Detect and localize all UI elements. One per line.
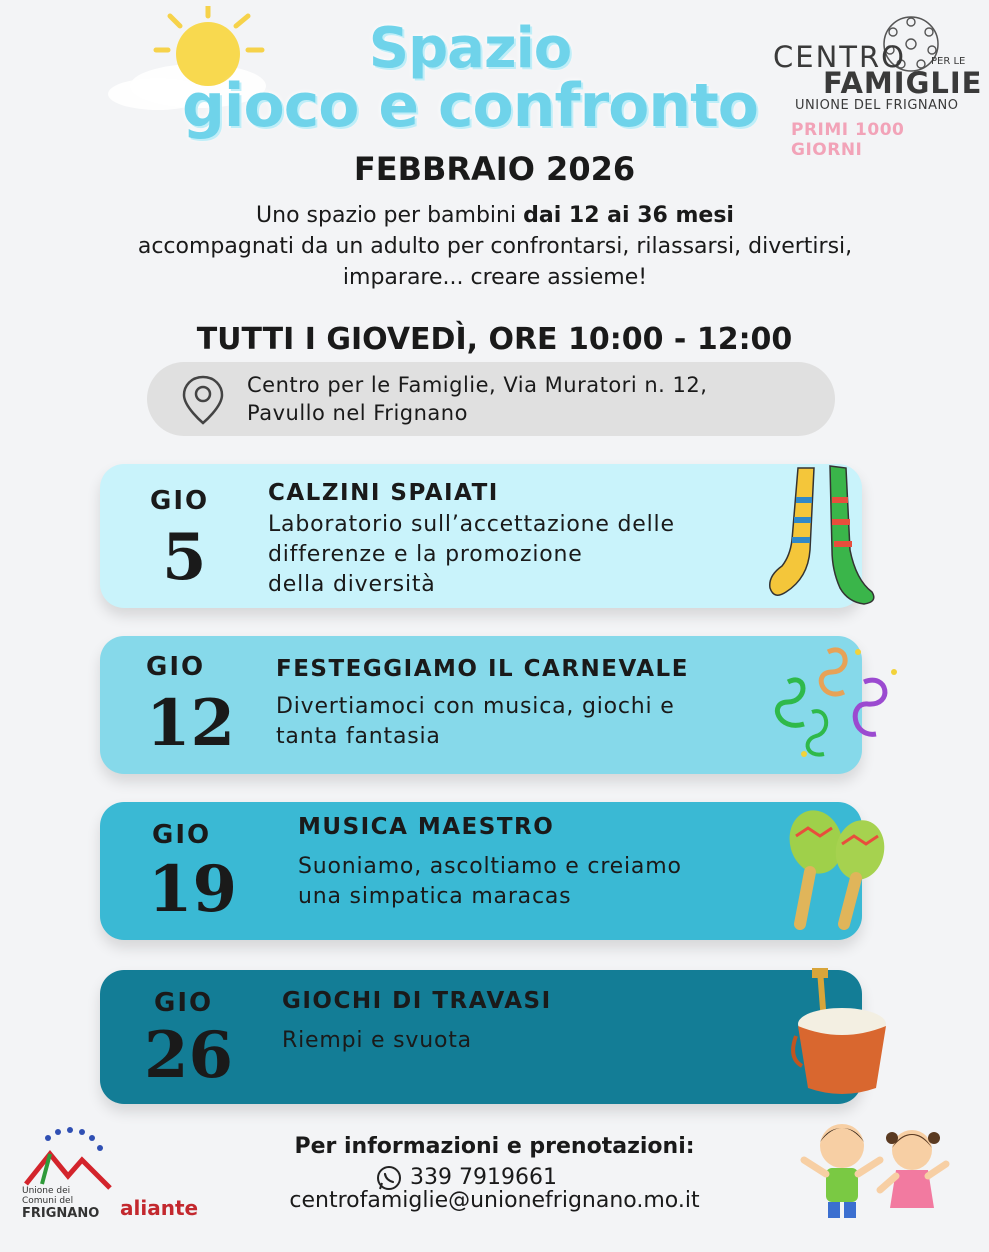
email-link[interactable]: centrofamiglie@unionefrignano.mo.it — [289, 1188, 700, 1213]
event-title: CALZINI SPAIATI — [268, 480, 499, 506]
event-title: FESTEGGIAMO IL CARNEVALE — [276, 656, 689, 682]
socks-icon — [748, 460, 878, 608]
aliante-logo: aliante — [120, 1196, 199, 1220]
event-desc — [282, 1026, 472, 1056]
location-line-1: Centro per le Famiglie, Via Muratori n. 12, — [247, 373, 708, 397]
event-desc-line-1: Riempi e svuota — [282, 1028, 472, 1053]
event-card-1 — [100, 464, 862, 608]
children-icon — [796, 1114, 956, 1224]
title-line-1: Spazio — [368, 16, 572, 81]
event-desc — [276, 692, 675, 752]
event-day: 19 — [148, 852, 238, 927]
logo-per-le: PER LE — [931, 56, 966, 67]
event-dow: GIO — [146, 652, 206, 682]
logo-famiglie: FAMIGLIE — [823, 66, 983, 100]
logo-centro: CENTRO — [773, 40, 906, 74]
location-line-2: Pavullo nel Frignano — [247, 401, 468, 425]
event-day: 26 — [144, 1018, 234, 1093]
event-desc-line-2: tanta fantasia — [276, 724, 441, 749]
title-line-2: gioco e confronto — [181, 71, 759, 141]
unione-comuni-line-3: FRIGNANO — [22, 1206, 100, 1221]
intro-before: Uno spazio per bambini — [256, 203, 524, 228]
event-desc-line-2: una simpatica maracas — [298, 884, 572, 909]
phone-number: 339 7919661 — [410, 1165, 557, 1190]
intro-text — [100, 200, 890, 293]
unione-comuni-line-2: Comuni del — [22, 1196, 74, 1206]
event-title: MUSICA MAESTRO — [298, 814, 555, 840]
streamers-icon — [768, 642, 902, 766]
event-desc-line-1: Laboratorio sull’accettazione delle — [268, 512, 675, 537]
event-desc — [268, 510, 675, 600]
location-box — [147, 362, 835, 436]
logo-primi-1000: PRIMI 1000 GIORNI — [791, 120, 905, 160]
maracas-icon — [780, 806, 892, 930]
bucket-icon — [790, 966, 894, 1100]
event-day: 5 — [162, 520, 207, 595]
event-dow: GIO — [152, 820, 212, 850]
location-text — [247, 371, 707, 427]
month-heading: FEBBRAIO 2026 — [353, 150, 636, 188]
event-desc — [298, 852, 682, 912]
event-day: 12 — [146, 686, 236, 761]
event-title: GIOCHI DI TRAVASI — [282, 988, 552, 1014]
schedule-heading: TUTTI I GIOVEDÌ, ORE 10:00 - 12:00 — [196, 322, 793, 357]
event-dow: GIO — [154, 988, 214, 1018]
event-desc-line-1: Divertiamoci con musica, giochi e — [276, 694, 675, 719]
intro-bold: dai 12 ai 36 mesi — [523, 203, 734, 228]
event-dow: GIO — [150, 486, 210, 516]
unione-comuni-line-1: Unione dei — [22, 1186, 71, 1196]
event-card-3 — [100, 802, 862, 940]
event-desc-line-1: Suoniamo, ascoltiamo e creiamo — [298, 854, 682, 879]
event-card-2 — [100, 636, 862, 774]
info-title: Per informazioni e prenotazioni: — [294, 1134, 695, 1159]
logo-unione: UNIONE DEL FRIGNANO — [795, 98, 959, 113]
intro-rest: accompagnati da un adulto per confrontarsi, rilassarsi, divertirsi, imparare... creare assieme! — [137, 234, 853, 290]
event-desc-line-2: differenze e la promozione — [268, 542, 583, 567]
event-desc-line-3: della diversità — [268, 572, 436, 597]
event-card-4 — [100, 970, 862, 1104]
location-pin-icon — [181, 374, 225, 426]
